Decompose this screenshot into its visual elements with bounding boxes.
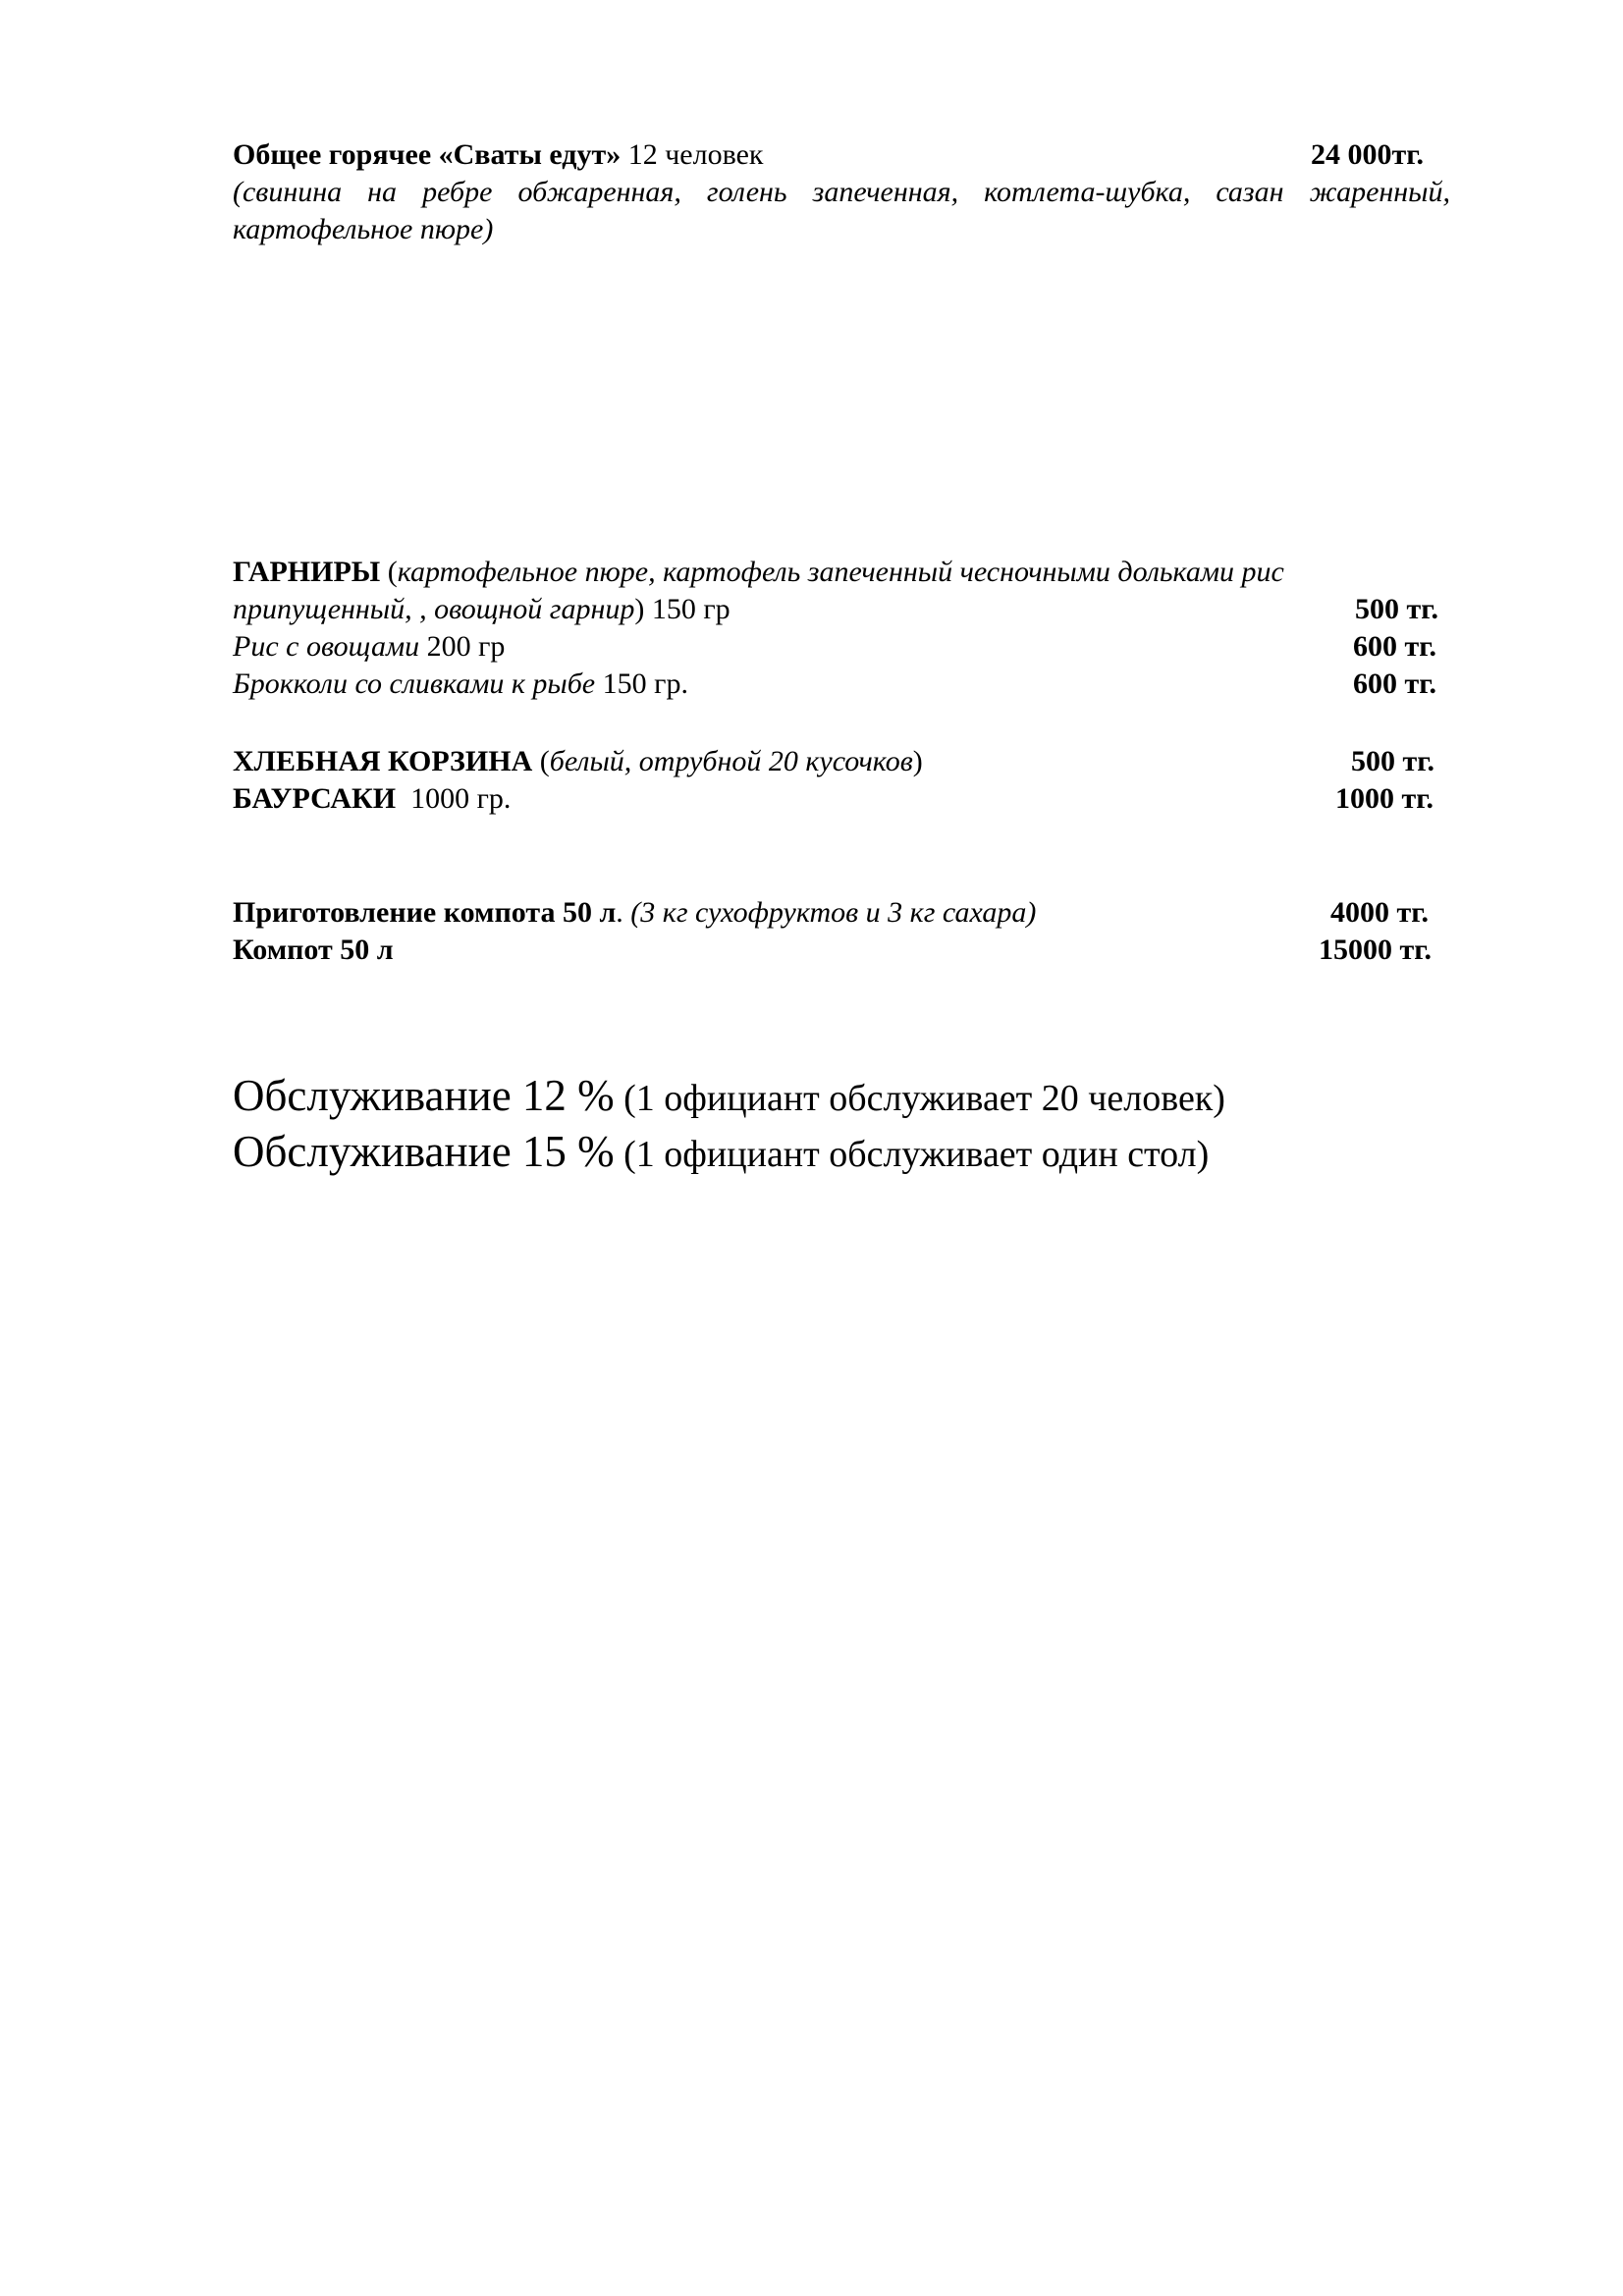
garnish-desc-line1: картофельное пюре, картофель запеченный чесночными дольками рис [397,556,1284,588]
hot-dish-price: 24 000тг. [1311,138,1424,171]
compote-prep-price: 4000 тг. [1330,896,1429,929]
bread-desc: белый, отрубной 20 кусочков [549,745,913,777]
hot-dish-title: Общее горячее «Сваты едут» [233,138,622,171]
service-12-note: (1 официант обслуживает 20 человек) [614,1078,1225,1119]
hot-dish-desc-line1: (свинина на ребре обжаренная, голень запеченная, котлета-шубка, сазан жаренный, [233,176,1450,208]
service-15-label: Обслуживание 15 % [233,1127,615,1176]
service-line-15 [233,1124,1209,1182]
garnish-open-paren: ( [380,556,398,588]
compote-prep-dot: . [616,896,631,929]
rice-name: Рис с овощами [233,630,420,663]
bread-price: 500 тг. [1351,745,1434,777]
compote-title: Компот 50 л [233,934,394,966]
broccoli-name: Брокколи со сливками к рыбе [233,667,596,700]
garnish-price: 500 тг. [1355,593,1438,625]
bread-title: ХЛЕБНАЯ КОРЗИНА [233,745,533,777]
compote-prep-line [233,894,1450,932]
bread-open-paren: ( [532,745,550,777]
hot-dish-desc-line2: картофельное пюре) [233,213,494,245]
baursaki-line [233,780,1450,818]
service-12-label: Обслуживание 12 % [233,1071,615,1120]
rice-price: 600 тг. [1353,630,1436,663]
bread-line [233,743,1450,780]
bread-close-paren: ) [912,745,923,777]
garnish-weight: ) 150 гр [634,593,730,625]
compote-price: 15000 тг. [1319,934,1432,966]
garnish-line2 [233,591,1450,628]
baursaki-weight: 1000 гр. [396,782,512,815]
compote-prep-title: Приготовление компота 50 л [233,896,617,929]
broccoli-price: 600 тг. [1353,667,1436,700]
compote-line [233,932,1450,969]
garnish-line1 [233,554,1450,591]
compote-prep-desc: (3 кг сухофруктов и 3 кг сахара) [630,896,1037,929]
service-line-12 [233,1068,1225,1126]
service-15-note: (1 официант обслуживает один стол) [614,1134,1210,1175]
baursaki-title: БАУРСАКИ [233,782,397,815]
broccoli-weight: 150 гр. [595,667,688,700]
garnish-title: ГАРНИРЫ [233,556,381,588]
hot-dish-line [233,136,1450,174]
broccoli-line [233,666,1450,703]
hot-dish-people: 12 человек [621,138,764,171]
rice-line [233,628,1450,666]
baursaki-price: 1000 тг. [1335,782,1434,815]
garnish-desc-line2: припущенный, , овощной гарнир [233,593,635,625]
rice-weight: 200 гр [419,630,506,663]
